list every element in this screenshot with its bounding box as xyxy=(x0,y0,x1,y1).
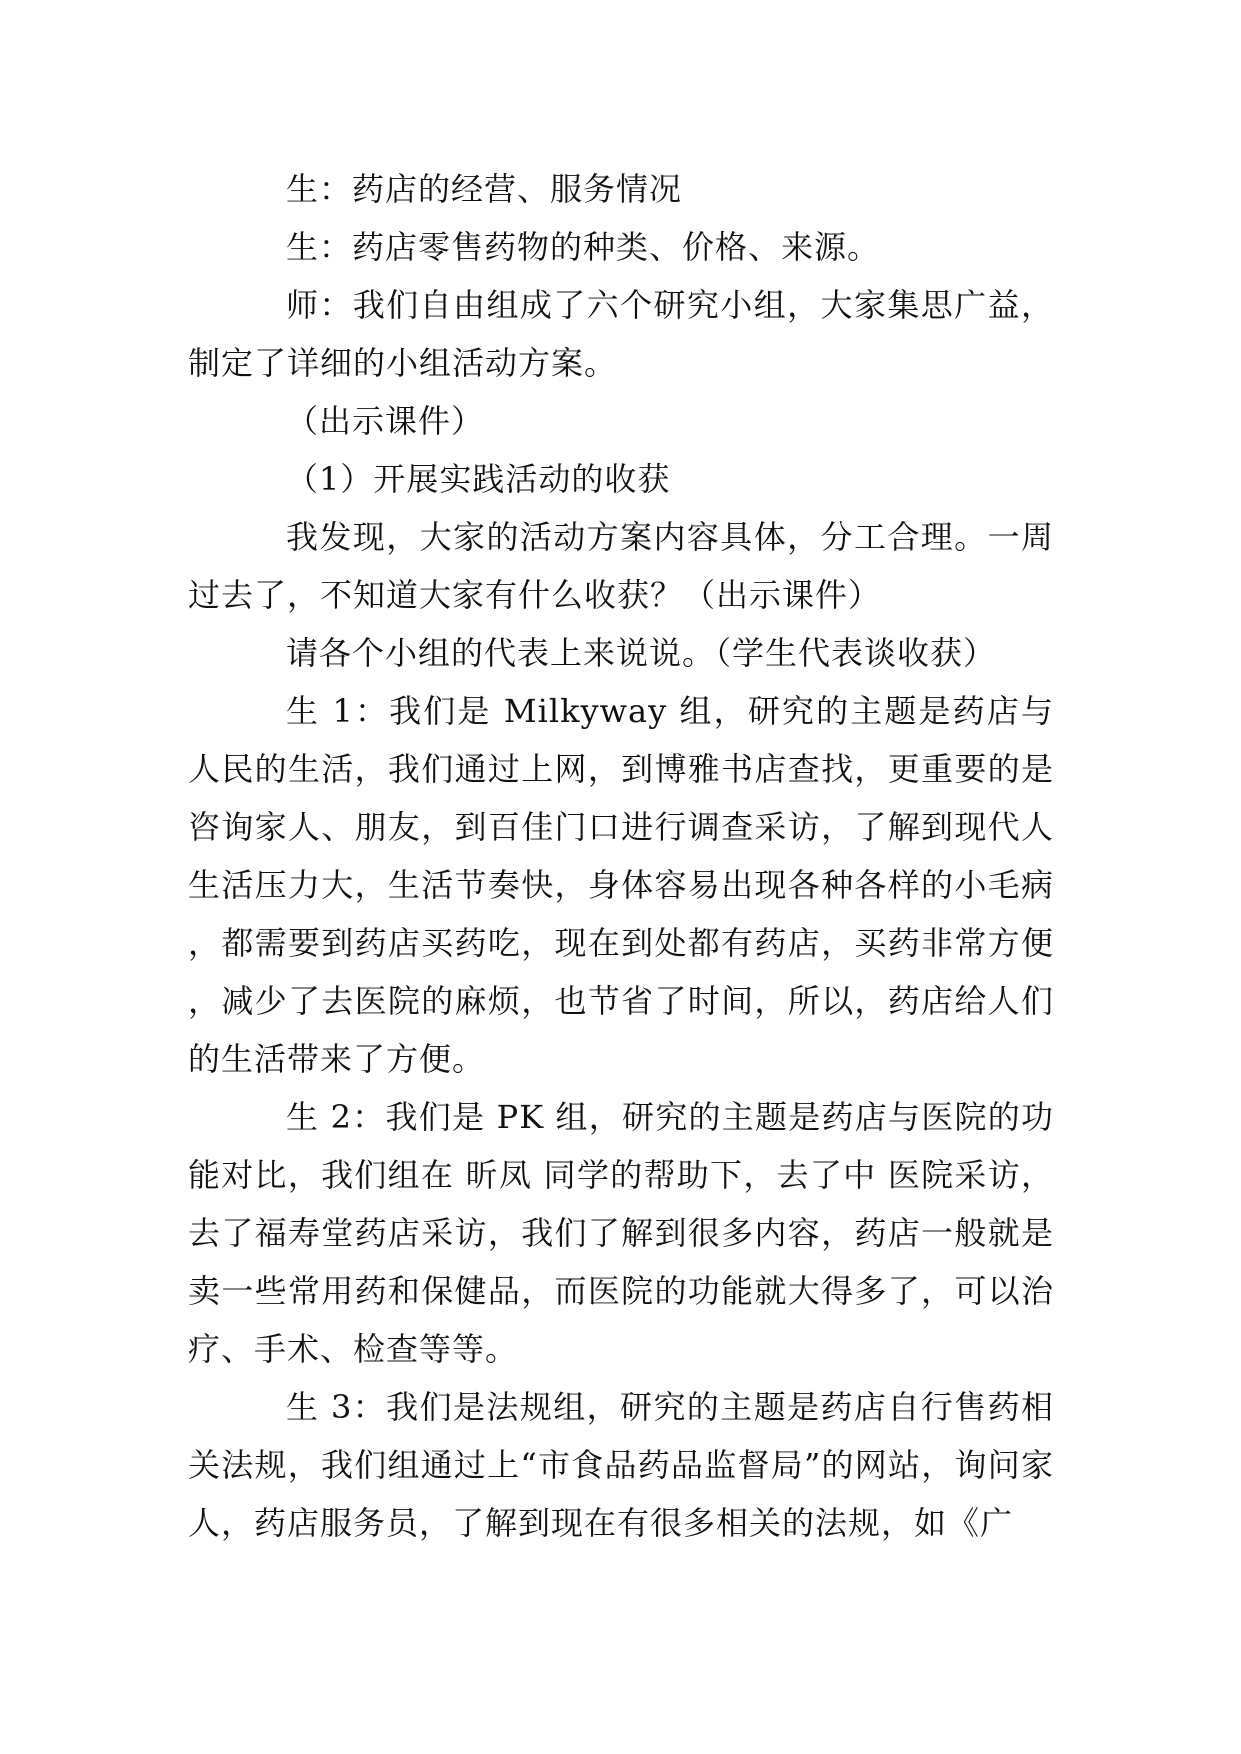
paragraph-4: （出示课件） xyxy=(286,402,485,440)
paragraph-10: 生 3：我们是法规组，研究的主题是药店自行售药相关法规，我们组通过上“市食品药品监督局”的网站，询问家人，药店服务员，了解到现在有很多相关的法规，如《广 xyxy=(188,1388,1054,1542)
document-body xyxy=(188,160,1054,1552)
paragraph-7: 请各个小组的代表上来说说。（学生代表谈收获） xyxy=(286,634,997,672)
paragraph-2: 生：药店零售药物的种类、价格、来源。 xyxy=(286,228,881,266)
paragraph-1: 生：药店的经营、服务情况 xyxy=(286,170,683,208)
paragraph-3: 师：我们自由组成了六个研究小组，大家集思广益，制定了详细的小组活动方案。 xyxy=(188,286,1054,382)
paragraph-5: （1）开展实践活动的收获 xyxy=(286,460,671,498)
paragraph-9: 生 2：我们是 PK 组，研究的主题是药店与医院的功能对比，我们组在 昕凤 同学的帮助下，去了中 医院采访，去了福寿堂药店采访，我们了解到很多内容，药店一般就是卖一些常用药和保健品，而医院的功能就大得多了，可以治疗、手术、检查等等。 xyxy=(188,1098,1054,1368)
paragraph-8: 生 1：我们是 Milkyway 组，研究的主题是药店与人民的生活，我们通过上网，到博雅书店查找，更重要的是咨询家人、朋友，到百佳门口进行调查采访，了解到现代人生活压力大，生活节奏快，身体容易出现各种各样的小毛病，都需要到药店买药吃，现在到处都有药店，买药非常方便，减少了去医院的麻烦，也节省了时间，所以，药店给人们的生活带来了方便。 xyxy=(188,692,1054,1078)
paragraph-6: 我发现，大家的活动方案内容具体，分工合理。一周过去了，不知道大家有什么收获？（出示课件） xyxy=(188,518,1054,614)
